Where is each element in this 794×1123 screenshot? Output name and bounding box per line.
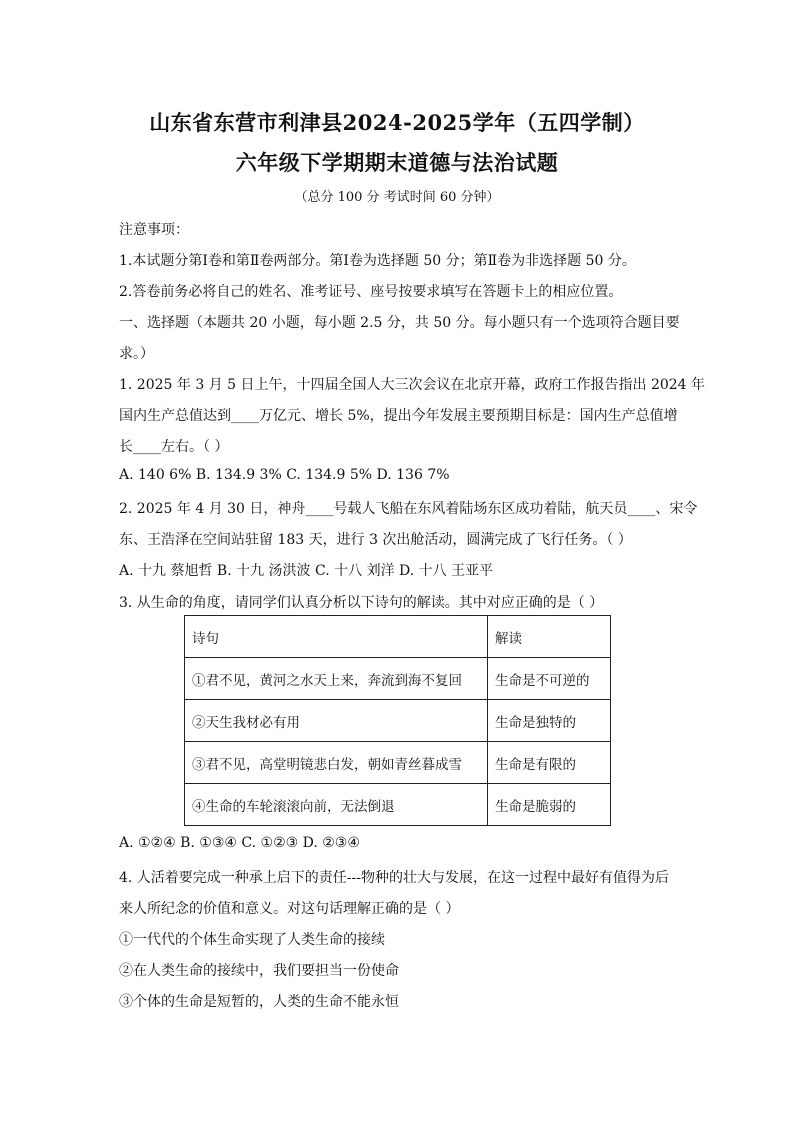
notes-heading: 注意事项： bbox=[119, 222, 189, 238]
table-row bbox=[185, 658, 611, 700]
poem-interpretation-table bbox=[184, 615, 611, 826]
q4-statement-1: ①一代代的个体生命实现了人类生命的接续 bbox=[119, 932, 385, 948]
section1-heading-line2: 求。） bbox=[119, 346, 154, 362]
exam-title-line2: 六年级下学期期末道德与法治试题 bbox=[235, 150, 559, 175]
table-row bbox=[185, 784, 611, 826]
table-header-interpretation: 解读 bbox=[488, 616, 611, 658]
q1-line1: 1. 2025 年 3 月 5 日上午，十四届全国人大三次会议在北京开幕，政府工作报告指出 2024 年 bbox=[119, 377, 706, 393]
table-cell-interpretation: 生命是独特的 bbox=[488, 700, 611, 742]
table-row bbox=[185, 700, 611, 742]
q1-line2: 国内生产总值达到____万亿元、增长 5%，提出今年发展主要预期目标是：国内生产总值增 bbox=[119, 408, 678, 424]
q4-statement-3: ③个体的生命是短暂的，人类的生命不能永恒 bbox=[119, 994, 399, 1010]
table-cell-poem: ①君不见，黄河之水天上来，奔流到海不复回 bbox=[185, 658, 488, 700]
exam-title-line1: 山东省东营市利津县2024-2025学年（五四学制） bbox=[149, 110, 645, 135]
table-cell-poem: ②天生我材必有用 bbox=[185, 700, 488, 742]
table-cell-poem: ④生命的车轮滚滚向前，无法倒退 bbox=[185, 784, 488, 826]
q4-statement-2: ②在人类生命的接续中，我们要担当一份使命 bbox=[119, 963, 399, 979]
table-cell-interpretation: 生命是不可逆的 bbox=[488, 658, 611, 700]
table-header-row bbox=[185, 616, 611, 658]
q3-options: A. ①②④ B. ①③④ C. ①②③ D. ②③④ bbox=[119, 835, 360, 851]
q2-line1: 2. 2025 年 4 月 30 日，神舟____号载人飞船在东风着陆场东区成功着陆，航天员____、宋令 bbox=[119, 501, 698, 517]
table-row bbox=[185, 742, 611, 784]
q2-options: A. 十九 蔡旭哲 B. 十九 汤洪波 C. 十八 刘洋 D. 十八 王亚平 bbox=[119, 563, 494, 579]
exam-subtitle: （总分 100 分 考试时间 60 分钟） bbox=[294, 190, 500, 205]
q1-options: A. 140 6% B. 134.9 3% C. 134.9 5% D. 136 7% bbox=[119, 467, 450, 483]
q1-line3: 长____左右。（ ） bbox=[119, 439, 229, 455]
q2-line2: 东、王浩泽在空间站驻留 183 天，进行 3 次出舱活动，圆满完成了飞行任务。（ ） bbox=[119, 532, 632, 548]
q4-line2: 来人所纪念的价值和意义。对这句话理解正确的是（ ） bbox=[119, 901, 460, 917]
table-cell-poem: ③君不见，高堂明镜悲白发，朝如青丝暮成雪 bbox=[185, 742, 488, 784]
notes-item-1: 1.本试题分第Ⅰ卷和第Ⅱ卷两部分。第Ⅰ卷为选择题 50 分；第Ⅱ卷为非选择题 50 分。 bbox=[119, 253, 636, 269]
q3-stem: 3. 从生命的角度，请同学们认真分析以下诗句的解读。其中对应正确的是（ ） bbox=[119, 595, 604, 611]
table-cell-interpretation: 生命是有限的 bbox=[488, 742, 611, 784]
section1-heading-line1: 一、选择题（本题共 20 小题，每小题 2.5 分，共 50 分。每小题只有一个选项符合题目要 bbox=[119, 315, 680, 331]
table-cell-interpretation: 生命是脆弱的 bbox=[488, 784, 611, 826]
q4-line1: 4. 人活着要完成一种承上启下的责任---物种的壮大与发展，在这一过程中最好有值得为后 bbox=[119, 870, 669, 886]
notes-item-2: 2.答卷前务必将自己的姓名、准考证号、座号按要求填写在答题卡上的相应位置。 bbox=[119, 284, 623, 300]
table-header-poem: 诗句 bbox=[185, 616, 488, 658]
